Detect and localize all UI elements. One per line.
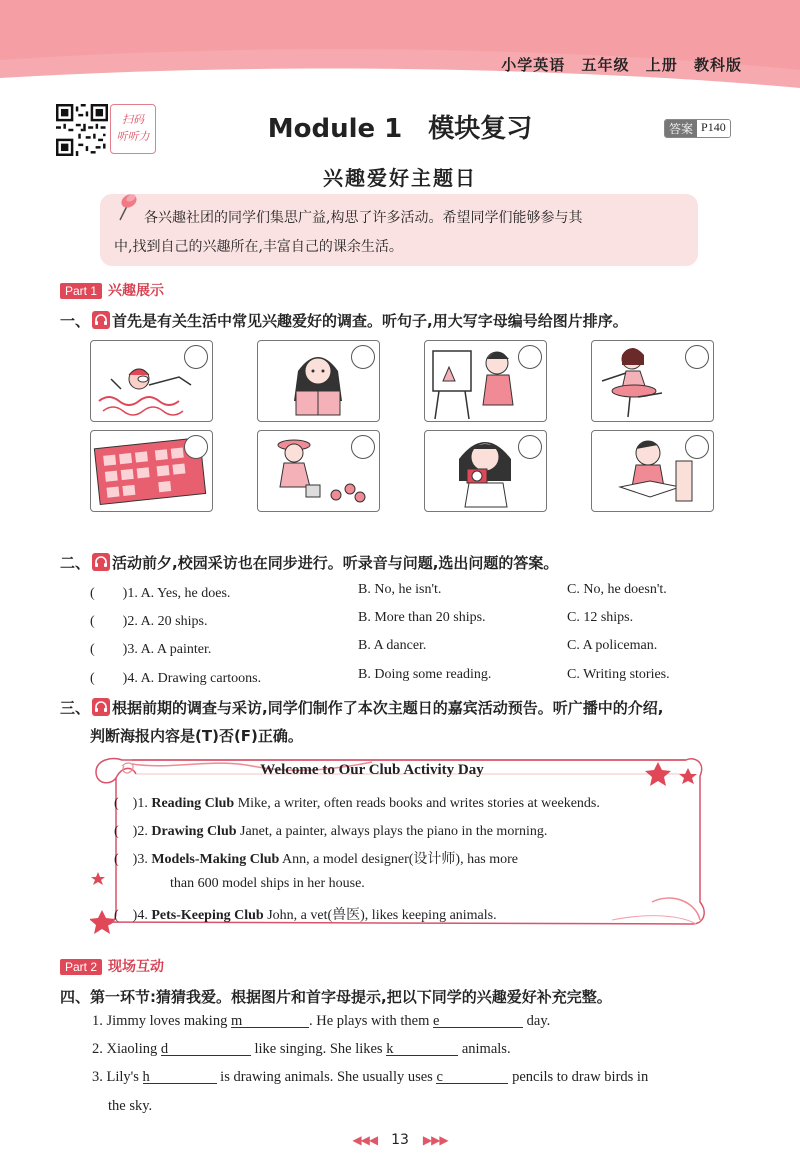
section-2-number: 二、	[60, 554, 91, 572]
intro-line-2: 中,找到自己的兴趣所在,丰富自己的课余生活。	[114, 239, 403, 255]
picture-card-swimming	[90, 340, 213, 422]
section-4-text: 第一环节:猜猜我爱。根据图片和首字母提示,把以下同学的兴趣爱好补充完整。	[90, 988, 612, 1006]
question-2	[90, 610, 207, 630]
answer-bracket[interactable]: ( )	[90, 586, 128, 601]
poster-item-2	[114, 820, 547, 840]
option-b: B. Doing some reading.	[358, 667, 492, 682]
previous-arrows-icon: ◀◀◀	[352, 1133, 378, 1147]
headphone-icon	[92, 311, 110, 329]
option-c: C. Writing stories.	[567, 667, 670, 682]
intro-box	[100, 194, 698, 266]
club-description: John, a vet(兽医), likes keeping animals.	[263, 908, 497, 923]
answer-bracket[interactable]: ( )	[114, 824, 138, 839]
answer-bracket[interactable]: ( )	[114, 908, 138, 923]
scan-line-2: 听听力	[116, 130, 150, 143]
answer-circle[interactable]	[685, 435, 709, 459]
part-2-title: 现场互动	[108, 959, 165, 975]
option-c: C. A policeman.	[567, 638, 658, 653]
fill-sentence-2	[92, 1041, 511, 1058]
option-a: A. A painter.	[140, 642, 212, 657]
sentence-text: . He plays with them	[308, 1013, 434, 1029]
sentence-text: pencils to draw birds in	[508, 1069, 649, 1085]
edition-label: 教科版	[693, 56, 742, 74]
fill-blank[interactable]	[386, 1041, 458, 1056]
sentence-number: 1.	[92, 1013, 103, 1029]
star-icon	[644, 760, 704, 790]
fill-sentence-1	[92, 1013, 550, 1030]
scan-line-1: 扫码	[122, 113, 144, 126]
fill-sentence-3-continued: the sky.	[108, 1098, 153, 1114]
section-1-number: 一、	[60, 312, 91, 330]
page-title: Module 1 模块复习	[267, 114, 533, 144]
fill-blank[interactable]	[161, 1041, 251, 1056]
answer-circle[interactable]	[518, 345, 542, 369]
option-b: B. No, he isn't.	[358, 582, 442, 597]
answer-bracket[interactable]: ( )	[90, 671, 128, 686]
poster-item-1	[114, 792, 600, 812]
answer-circle[interactable]	[351, 345, 375, 369]
poster-item-3-continued: than 600 model ships in her house.	[170, 876, 365, 891]
question-1	[90, 582, 230, 602]
sentence-text: Jimmy loves making	[106, 1013, 231, 1029]
club-name: Pets-Keeping Club	[151, 908, 264, 923]
picture-card-stamps	[90, 430, 213, 512]
sentence-number: 2.	[92, 1041, 103, 1057]
section-4-number: 四、	[60, 988, 91, 1006]
answer-page-tag	[664, 119, 731, 138]
picture-card-gardening	[257, 430, 380, 512]
part-1-title: 兴趣展示	[108, 283, 165, 299]
item-number: 1.	[137, 796, 148, 811]
part-2-heading	[60, 956, 164, 976]
initial-letter: h	[142, 1069, 150, 1085]
initial-letter: m	[230, 1013, 243, 1029]
sentence-number: 3.	[92, 1069, 103, 1085]
answer-bracket[interactable]: ( )	[90, 614, 128, 629]
picture-card-drawing	[591, 430, 714, 512]
question-number: 2.	[127, 614, 138, 629]
answer-circle[interactable]	[351, 435, 375, 459]
section-3-line-2: 判断海报内容是(T)否(F)正确。	[90, 727, 303, 745]
answer-bracket[interactable]: ( )	[114, 796, 138, 811]
option-a: A. Yes, he does.	[140, 586, 231, 601]
answer-circle[interactable]	[184, 345, 208, 369]
sentence-text: Xiaoling	[106, 1041, 161, 1057]
sentence-text: is drawing animals. She usually uses	[216, 1069, 437, 1085]
intro-line-1: 各兴趣社团的同学们集思广益,构思了许多活动。希望同学们能够参与其	[144, 210, 583, 226]
next-arrows-icon: ▶▶▶	[422, 1133, 448, 1147]
answer-label: 答案	[665, 120, 697, 137]
item-number: 2.	[137, 824, 148, 839]
item-number: 4.	[137, 908, 148, 923]
poster-item-4	[114, 904, 497, 924]
club-description: Mike, a writer, often reads books and writes stories at weekends.	[234, 796, 600, 811]
picture-card-painting	[424, 340, 547, 422]
option-a: A. 20 ships.	[140, 614, 208, 629]
option-b: B. A dancer.	[358, 638, 427, 653]
answer-circle[interactable]	[685, 345, 709, 369]
question-number: 4.	[127, 671, 138, 686]
answer-bracket[interactable]: ( )	[90, 642, 128, 657]
option-a: A. Drawing cartoons.	[140, 671, 262, 686]
question-4	[90, 667, 261, 687]
item-number: 3.	[137, 852, 148, 867]
part-1-heading	[60, 280, 164, 300]
poster-item-3	[114, 848, 518, 868]
initial-letter: e	[433, 1013, 440, 1029]
section-2-text: 活动前夕,校园采访也在同步进行。听录音与问题,选出问题的答案。	[112, 554, 559, 572]
grade-label: 五年级	[581, 56, 630, 74]
sentence-text: like singing. She likes	[250, 1041, 387, 1057]
option-b: B. More than 20 ships.	[358, 610, 486, 625]
fill-blank[interactable]	[436, 1069, 508, 1084]
club-name: Drawing Club	[151, 824, 237, 839]
fill-sentence-3	[92, 1069, 648, 1086]
answer-page: P140	[697, 120, 730, 137]
section-1-instruction	[60, 310, 628, 331]
picture-card-photography	[424, 430, 547, 512]
section-4-instruction	[60, 986, 612, 1007]
header-band	[0, 0, 800, 90]
fill-blank[interactable]	[143, 1069, 217, 1084]
page-footer	[0, 1132, 800, 1148]
picture-card-dancing	[591, 340, 714, 422]
section-3-instruction	[60, 694, 663, 750]
page-subtitle: 兴趣爱好主题日	[323, 166, 477, 190]
club-description: Janet, a painter, always plays the piano in the morning.	[236, 824, 548, 839]
pushpin-icon	[112, 190, 140, 226]
club-name: Reading Club	[151, 796, 235, 811]
section-3-line-1: 根据前期的调查与采访,同学们制作了本次主题日的嘉宾活动预告。听广播中的介绍,	[112, 699, 664, 717]
section-2-instruction	[60, 552, 558, 573]
section-3-number: 三、	[60, 699, 91, 717]
question-3	[90, 638, 211, 658]
part-1-tag: Part 1	[60, 283, 102, 299]
headphone-icon	[92, 553, 110, 571]
section-1-text: 首先是有关生活中常见兴趣爱好的调查。听句子,用大写字母编号给图片排序。	[112, 312, 628, 330]
page-number: 13	[391, 1132, 409, 1148]
initial-letter: d	[160, 1041, 169, 1057]
answer-circle[interactable]	[184, 435, 208, 459]
option-c: C. 12 ships.	[567, 610, 634, 625]
option-c: C. No, he doesn't.	[567, 582, 667, 597]
sentence-text: animals.	[458, 1041, 511, 1057]
club-name: Models-Making Club	[151, 852, 280, 867]
initial-letter: c	[436, 1069, 443, 1085]
sentence-text: Lily's	[106, 1069, 143, 1085]
part-2-tag: Part 2	[60, 959, 102, 975]
answer-circle[interactable]	[518, 435, 542, 459]
club-description: Ann, a model designer(设计师), has more	[279, 852, 519, 867]
initial-letter: k	[386, 1041, 394, 1057]
sentence-text: day.	[523, 1013, 551, 1029]
poster-title: Welcome to Our Club Activity Day	[260, 762, 484, 778]
series-label: 小学英语	[501, 56, 566, 74]
question-number: 1.	[127, 586, 138, 601]
book-header	[501, 54, 742, 75]
volume-label: 上册	[645, 56, 678, 74]
star-icon	[90, 868, 118, 938]
picture-card-reading	[257, 340, 380, 422]
question-number: 3.	[127, 642, 138, 657]
headphone-icon	[92, 698, 110, 716]
fill-blank[interactable]	[231, 1013, 309, 1028]
answer-bracket[interactable]: ( )	[114, 852, 138, 867]
fill-blank[interactable]	[433, 1013, 523, 1028]
